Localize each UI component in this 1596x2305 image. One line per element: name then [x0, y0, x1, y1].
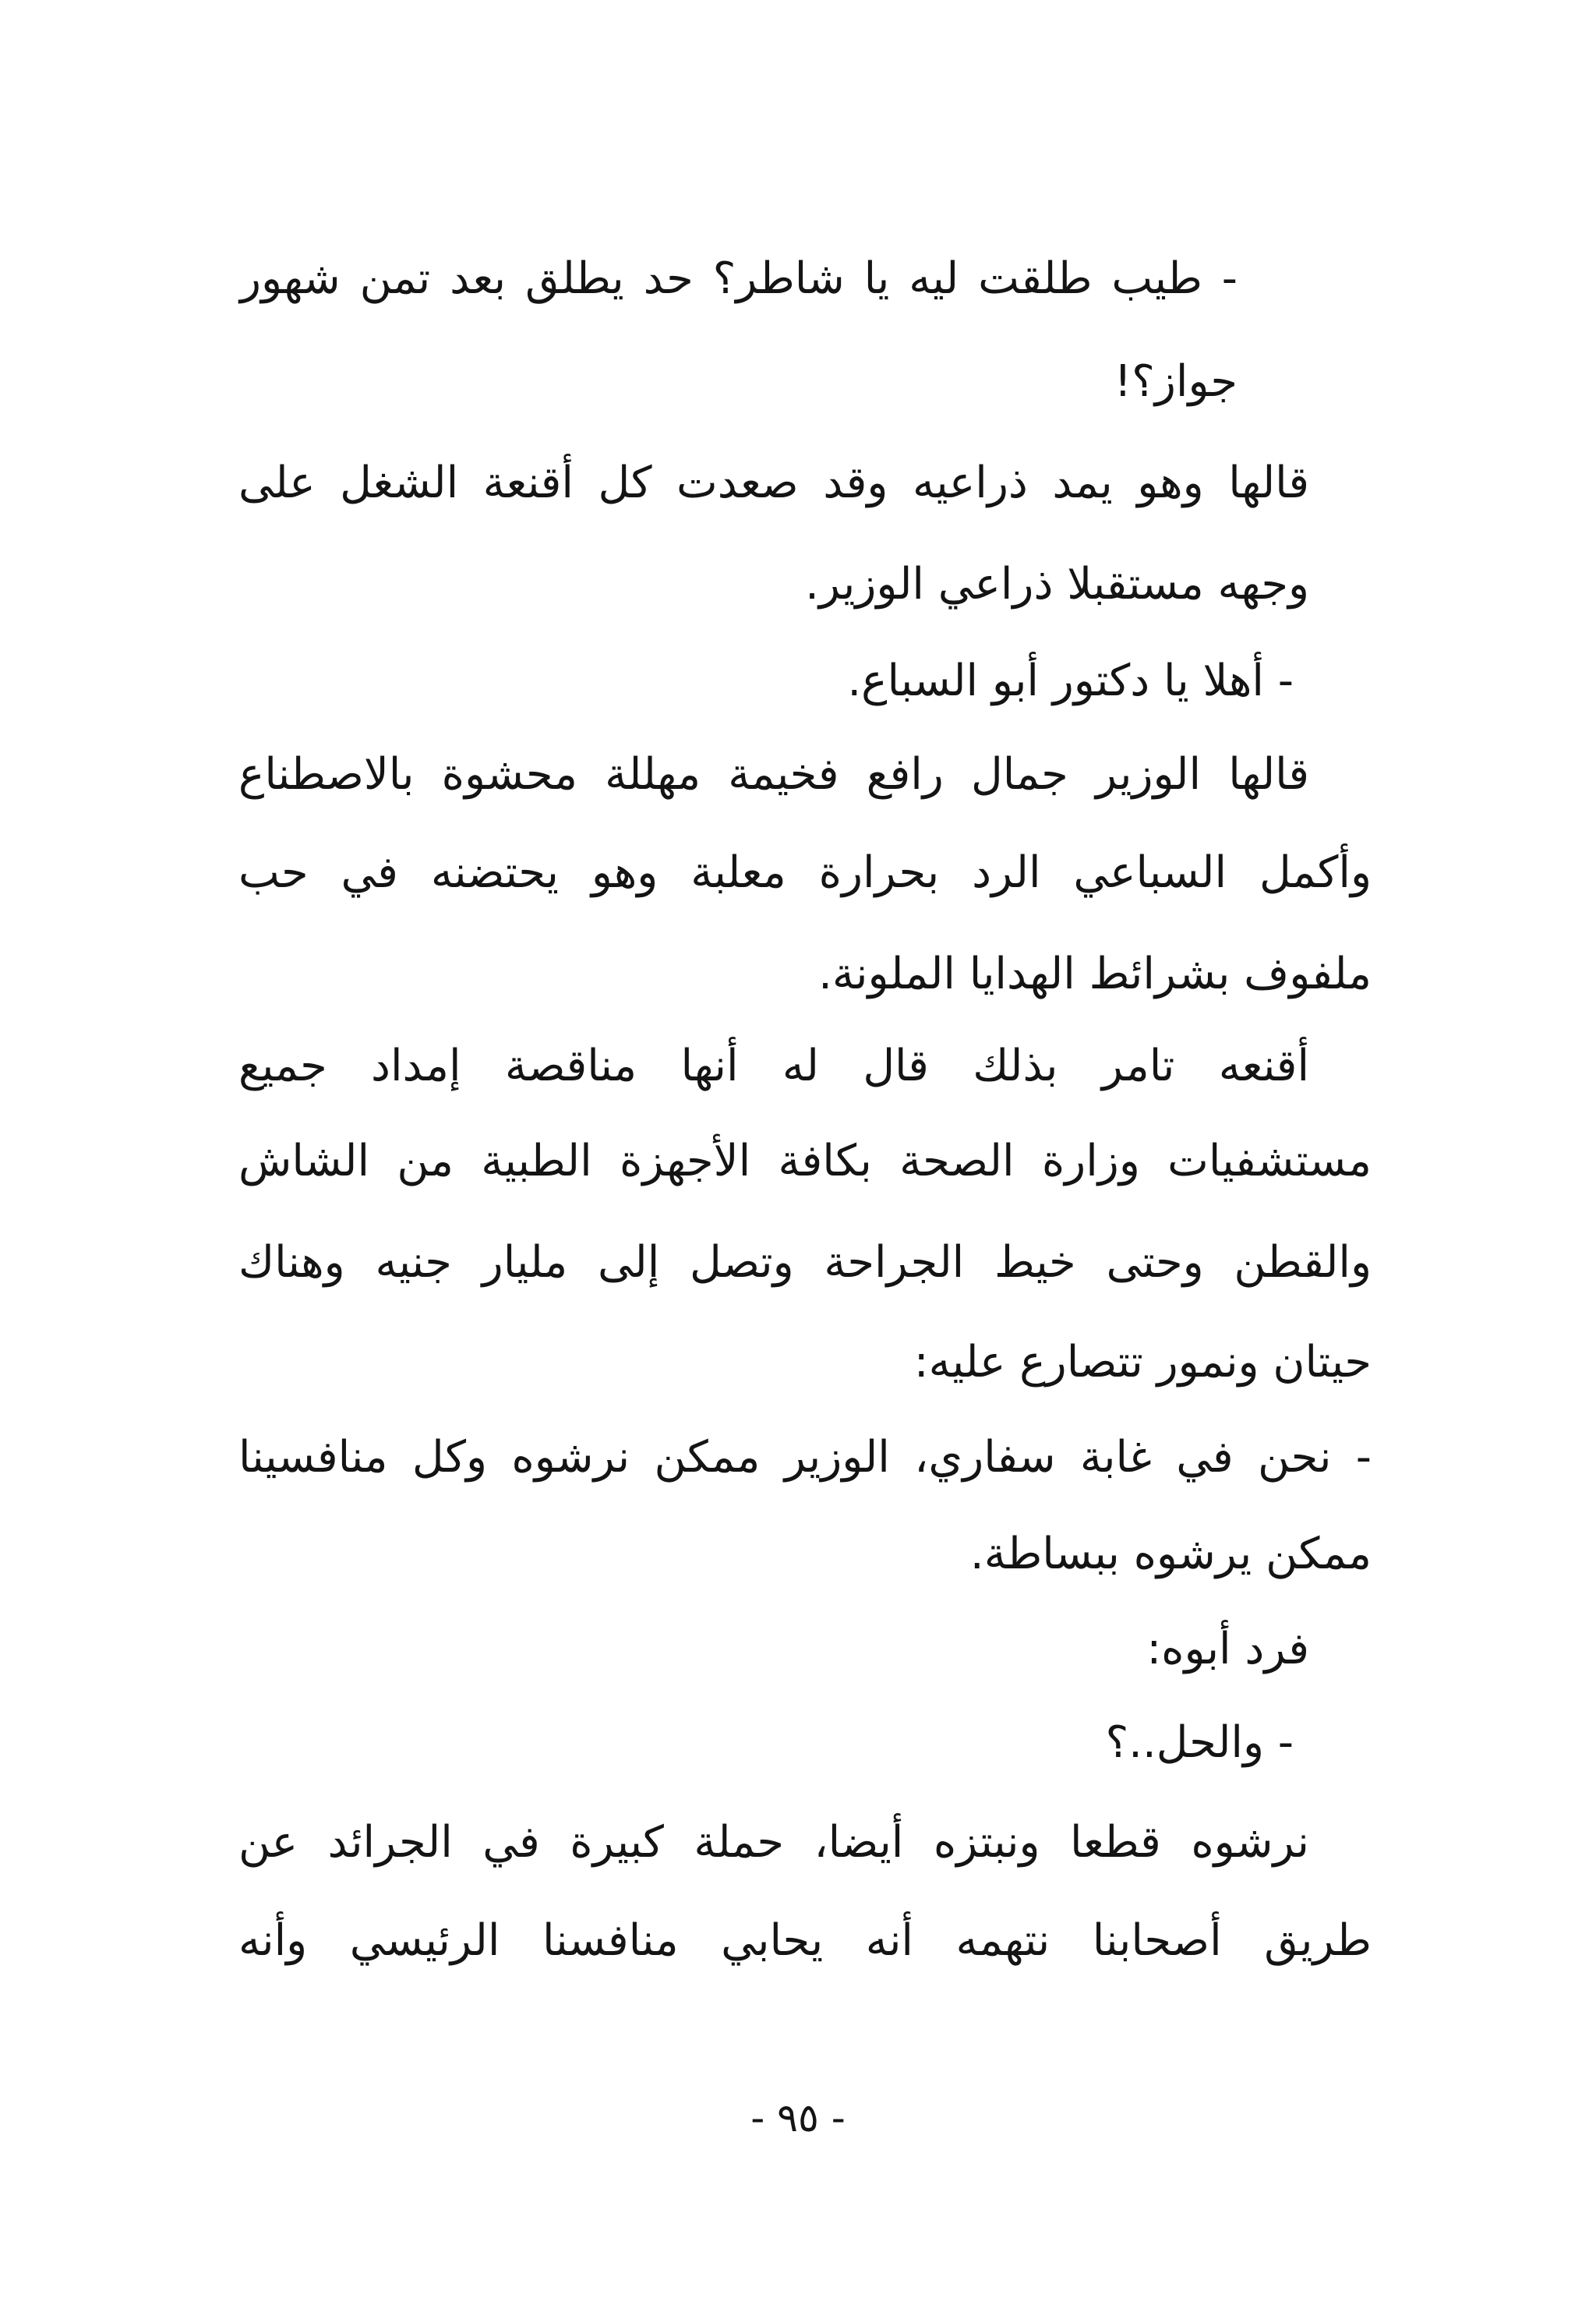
text-line-14: ممكن يرشوه ببساطة.: [969, 1529, 1372, 1579]
page-number: - ٩٥ -: [750, 2095, 846, 2141]
text-line-17: نرشوه قطعا ونبتزه أيضا، حملة كبيرة في الجرائد عن: [238, 1817, 1309, 1868]
text-line-16: - والحل..؟: [1105, 1717, 1294, 1768]
text-line-12: حيتان ونمور تتصارع عليه:: [913, 1337, 1372, 1388]
text-line-2: جواز؟!: [1114, 356, 1238, 407]
text-line-6: قالها الوزير جمال رافع فخيمة مهللة محشوة بالاصطناع: [238, 749, 1309, 800]
text-line-13: - نحن في غابة سفاري، الوزير ممكن نرشوه وكل منافسينا: [238, 1432, 1372, 1483]
text-line-7: وأكمل السباعي الرد بحرارة معلبة وهو يحتضنه في حب: [238, 847, 1372, 898]
text-line-1: - طيب طلقت ليه يا شاطر؟ حد يطلق بعد تمن شهور: [240, 253, 1238, 304]
text-line-11: والقطن وحتى خيط الجراحة وتصل إلى مليار جنيه وهناك: [238, 1237, 1372, 1288]
text-line-10: مستشفيات وزارة الصحة بكافة الأجهزة الطبية من الشاش: [238, 1136, 1372, 1186]
text-line-5: - أهلا يا دكتور أبو السباع.: [847, 656, 1294, 706]
text-line-15: فرد أبوه:: [1146, 1624, 1309, 1674]
text-line-4: وجهه مستقبلا ذراعي الوزير.: [805, 559, 1309, 610]
text-line-9: أقنعه تامر بذلك قال له أنها مناقصة إمداد جميع: [238, 1041, 1309, 1091]
text-line-8: ملفوف بشرائط الهدايا الملونة.: [818, 949, 1372, 999]
text-line-3: قالها وهو يمد ذراعيه وقد صعدت كل أقنعة الشغل على: [238, 458, 1309, 508]
text-line-18: طريق أصحابنا نتهمه أنه يحابي منافسنا الرئيسي وأنه: [238, 1915, 1372, 1966]
